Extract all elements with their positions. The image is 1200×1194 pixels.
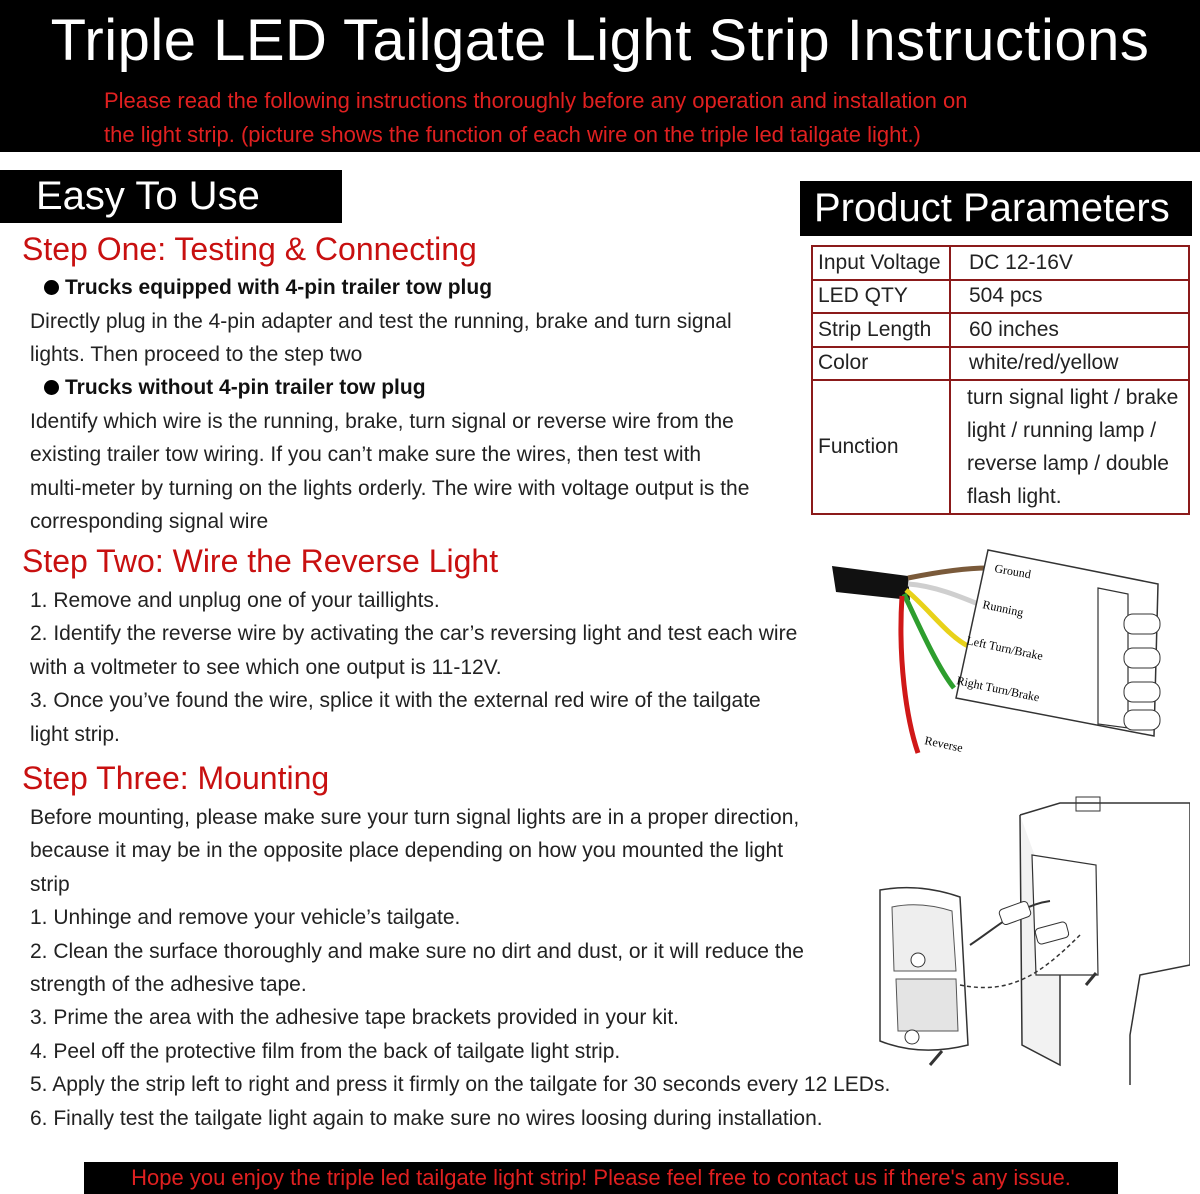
bullet-text: Trucks equipped with 4-pin trailer tow plug — [65, 276, 493, 299]
text-line: 1. Unhinge and remove your vehicle’s tailgate. — [30, 906, 461, 930]
text-line: 6. Finally test the tailgate light again to make sure no wires loosing during installation. — [30, 1106, 823, 1130]
pin — [1124, 614, 1160, 634]
subtitle-line-2: the light strip. (picture shows the function of each wire on the triple led tailgate light.) — [104, 122, 921, 147]
bullet-icon — [44, 380, 59, 395]
light-opening — [1032, 855, 1098, 975]
ground-label: Ground — [993, 561, 1033, 582]
function-line: turn signal light / brake — [967, 386, 1179, 409]
text-line: light strip. — [30, 722, 120, 746]
right-turn-label: Right Turn/Brake — [955, 673, 1041, 705]
left-turn-label: Left Turn/Brake — [965, 633, 1045, 664]
text-line: Before mounting, please make sure your turn signal lights are in a proper direction, — [30, 806, 800, 829]
pin — [1124, 710, 1160, 730]
param-label: Strip Length — [812, 313, 950, 347]
text-line: 2. Clean the surface thoroughly and make sure no dirt and dust, or it will reduce the — [30, 939, 804, 963]
step-one-bullet-2 — [44, 373, 426, 403]
step-three-heading: Step Three: Mounting — [22, 760, 330, 796]
mounting-diagram — [860, 795, 1190, 1085]
param-label: Function — [812, 380, 950, 514]
text-line: with a voltmeter to see which one output is 11-12V. — [30, 655, 502, 679]
text-line: strip — [30, 872, 70, 896]
header-banner — [0, 0, 1200, 152]
page-title: Triple LED Tailgate Light Strip Instructions — [50, 8, 1150, 73]
step-three-list — [30, 801, 890, 1135]
text-line: 1. Remove and unplug one of your taillights. — [30, 589, 440, 612]
text-line: Directly plug in the 4-pin adapter and test the running, brake and turn signal — [30, 310, 732, 333]
text-line: 3. Once you’ve found the wire, splice it with the external red wire of the tailgate — [30, 689, 761, 713]
table-row — [812, 280, 1189, 314]
cable-jacket — [832, 566, 910, 600]
table-row — [812, 380, 1189, 514]
table-row — [812, 347, 1189, 381]
text-line: existing trailer tow wiring. If you can’t make sure the wires, then test with — [30, 443, 702, 467]
pin — [1124, 648, 1160, 668]
step-one-paragraph-1 — [30, 305, 732, 372]
param-value: DC 12-16V — [950, 246, 1189, 280]
text-line: strength of the adhesive tape. — [30, 973, 307, 997]
function-line: flash light. — [967, 485, 1062, 508]
table-row — [812, 246, 1189, 280]
subtitle-line-1: Please read the following instructions thoroughly before any operation and installation on — [104, 88, 968, 113]
running-label: Running — [981, 597, 1025, 620]
param-value: 504 pcs — [950, 280, 1189, 314]
param-value-function — [950, 380, 1189, 514]
reverse-label: Reverse — [923, 733, 965, 755]
text-line: corresponding signal wire — [30, 510, 269, 534]
text-line: because it may be in the opposite place depending on how you mounted the light — [30, 839, 784, 863]
text-line: 5. Apply the strip left to right and press it firmly on the tailgate for 30 seconds every 12 LEDs. — [30, 1073, 891, 1097]
param-label: Input Voltage — [812, 246, 950, 280]
param-label: LED QTY — [812, 280, 950, 314]
easy-to-use-label: Easy To Use — [0, 170, 342, 223]
screw-icon — [930, 1051, 942, 1065]
step-two-list — [30, 584, 797, 751]
pin — [1124, 682, 1160, 702]
text-line: 2. Identify the reverse wire by activating the car’s reversing light and test each wire — [30, 622, 798, 646]
parameters-table — [811, 245, 1190, 515]
wiring-diagram — [828, 548, 1172, 758]
param-label: Color — [812, 347, 950, 381]
text-line: lights. Then proceed to the step two — [30, 343, 363, 367]
step-one-heading: Step One: Testing & Connecting — [22, 231, 477, 267]
header-subtitle — [104, 84, 1164, 152]
text-line: Identify which wire is the running, brake, turn signal or reverse wire from the — [30, 410, 734, 433]
param-value: white/red/yellow — [950, 347, 1189, 381]
step-two-heading: Step Two: Wire the Reverse Light — [22, 543, 499, 579]
text-line: 4. Peel off the protective film from the back of tailgate light strip. — [30, 1039, 621, 1063]
param-value: 60 inches — [950, 313, 1189, 347]
text-line: 3. Prime the area with the adhesive tape brackets provided in your kit. — [30, 1006, 680, 1030]
step-one-bullet-1 — [44, 273, 492, 303]
brown-wire — [908, 568, 988, 578]
function-line: reverse lamp / double — [967, 452, 1169, 475]
footer-message: Hope you enjoy the triple led tailgate light strip! Please feel free to contact us if there's any issue. — [84, 1162, 1118, 1194]
text-line: multi-meter by turning on the lights orderly. The wire with voltage output is the — [30, 476, 750, 500]
step-one-paragraph-2 — [30, 405, 749, 539]
bullet-text: Trucks without 4-pin trailer tow plug — [65, 376, 426, 399]
bullet-icon — [44, 280, 59, 295]
bulb — [911, 953, 925, 967]
bulb — [905, 1030, 919, 1044]
taillight-lens-bottom — [896, 979, 958, 1031]
function-line: light / running lamp / — [967, 419, 1157, 442]
table-row — [812, 313, 1189, 347]
green-wire — [904, 594, 954, 688]
handle — [1076, 797, 1100, 811]
product-parameters-title: Product Parameters — [800, 181, 1192, 236]
